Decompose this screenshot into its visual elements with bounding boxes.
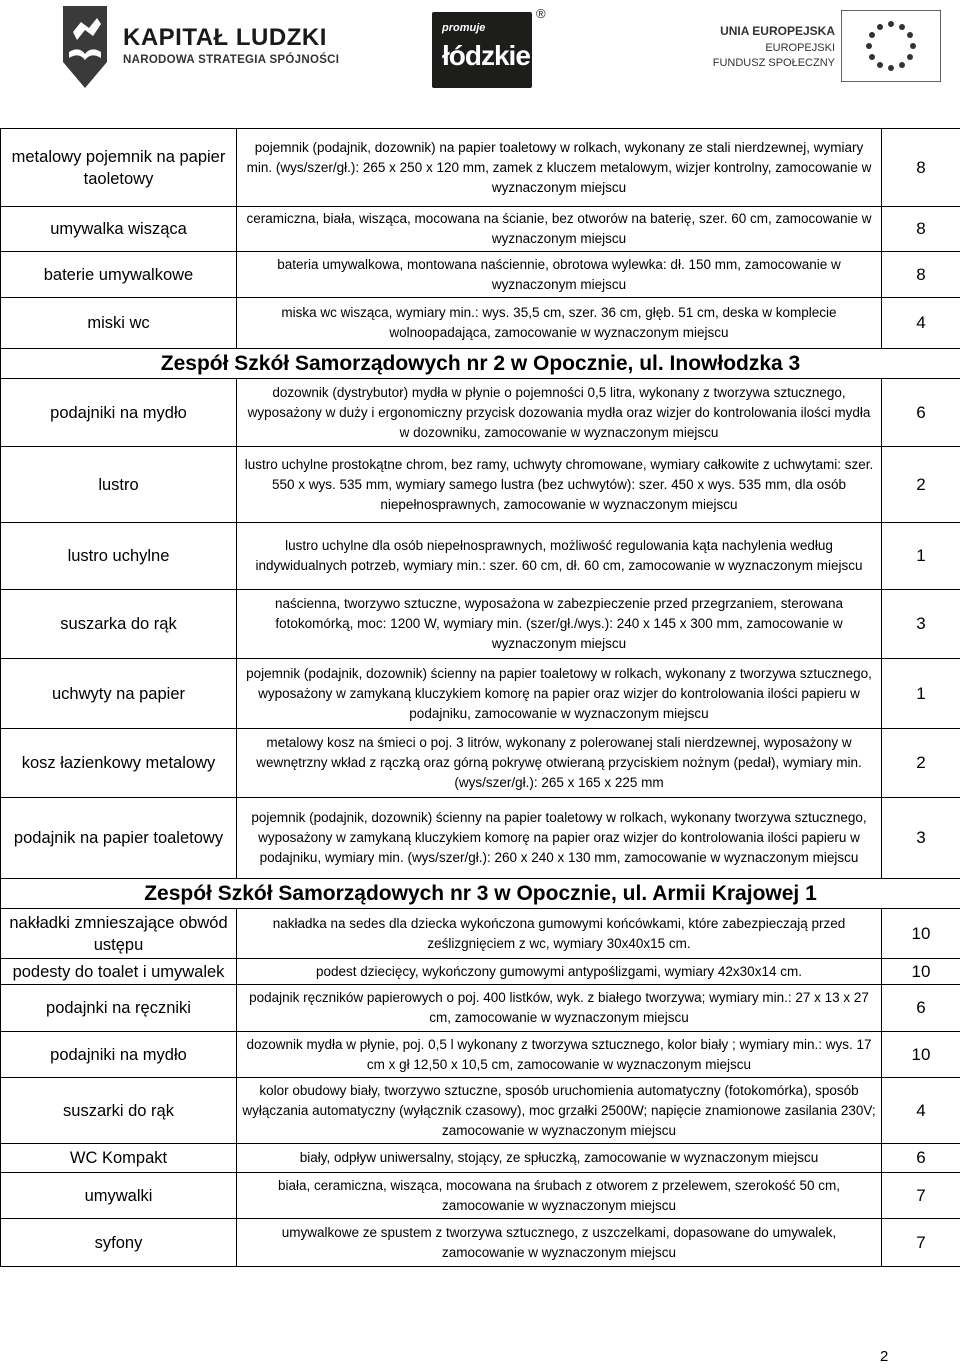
table-row (1, 523, 960, 590)
page-header (0, 0, 960, 100)
table-row (1, 729, 960, 798)
equipment-table-body (1, 129, 960, 1267)
item-name-cell: lustro (1, 447, 237, 523)
table-row (1, 447, 960, 523)
item-name-cell: syfony (1, 1219, 237, 1267)
table-row (1, 909, 960, 959)
item-name-cell: podesty do toalet i umywalek (1, 959, 237, 985)
table-row (1, 298, 960, 349)
item-quantity-cell: 6 (882, 1144, 960, 1173)
item-name-cell: uchwyty na papier (1, 659, 237, 729)
section-header-row (1, 879, 960, 909)
item-description-cell: pojemnik (podajnik, dozownik) na papier toaletowy w rolkach, wykonany ze stali nierdzewnej, wymiary min. (wys/szer/gł.): 265 x 250 x 120 mm, zamek z kluczem metalowym, wizjer kontrolny, zamocowanie w wyznaczonym miejscu (237, 129, 882, 207)
item-quantity-cell: 1 (882, 523, 960, 590)
table-row (1, 659, 960, 729)
item-quantity-cell: 8 (882, 252, 960, 298)
table-row (1, 1032, 960, 1078)
item-quantity-cell: 4 (882, 298, 960, 349)
item-description-cell: kolor obudowy biały, tworzywo sztuczne, sposób uruchomienia automatyczny (fotokomórka), sposób wyłączania automatyczny (wyłącznik czasowy), moc grzałki 2500W; napięcie znamionowe zasilania 230V; zamocowanie w wyznaczonym miejscu (237, 1078, 882, 1144)
item-description-cell: naścienna, tworzywo sztuczne, wyposażona w zabezpieczenie przed przegrzaniem, sterowana fotokomórką, moc: 1200 W, wymiary min. (szer/gł./wys.): 240 x 145 x 300 mm, zamocowanie w wyznaczonym miejscu (237, 590, 882, 659)
item-name-cell: umywalka wisząca (1, 207, 237, 252)
equipment-table-container (0, 128, 960, 1267)
item-description-cell: nakładka na sedes dla dziecka wykończona gumowymi końcówkami, które zabezpieczają przed ześlizgnięciem z wc, wymiary 30x40x15 cm. (237, 909, 882, 959)
item-quantity-cell: 3 (882, 798, 960, 879)
kapital-ludzki-emblem-icon (55, 2, 115, 92)
item-description-cell: podest dziecięcy, wykończony gumowymi antypoślizgami, wymiary 42x30x14 cm. (237, 959, 882, 985)
item-description-cell: dozownik mydła w płynie, poj. 0,5 l wykonany z tworzywa sztucznego, kolor biały ; wymiary min.: wys. 17 cm x gł 12,50 x 10,5 cm, zamocowanie w wyznaczonym miejscu (237, 1032, 882, 1078)
page-number: 2 (880, 1348, 889, 1365)
table-row (1, 590, 960, 659)
item-name-cell: lustro uchylne (1, 523, 237, 590)
item-description-cell: metalowy kosz na śmieci o poj. 3 litrów, wykonany z polerowanej stali nierdzewnej, wyposażony w wewnętrzny wkład z rączką oraz górną pokrywę otwieraną przyciskiem nożnym (pedał), wymiary min. (wys/szer/gł.): 265 x 165 x 225 mm (237, 729, 882, 798)
item-quantity-cell: 7 (882, 1173, 960, 1219)
section-title: Zespół Szkół Samorządowych nr 3 w Opocznie, ul. Armii Krajowej 1 (1, 879, 960, 909)
kapital-ludzki-subtitle: NARODOWA STRATEGIA SPÓJNOŚCI (123, 54, 340, 66)
table-row (1, 207, 960, 252)
item-name-cell: nakładki zmnieszające obwód ustępu (1, 909, 237, 959)
item-description-cell: pojemnik (podajnik, dozownik) ścienny na papier toaletowy w rolkach, wykonany z tworzywa sztucznego, wyposażony w zamykaną kluczykiem komorę na papier oraz wizjer do kontrolowania ilości papieru w podajniku, zamocowanie w wyznaczonym miejscu (237, 659, 882, 729)
item-description-cell: lustro uchylne prostokątne chrom, bez ramy, uchwyty chromowane, wymiary całkowite z uchwytami: szer. 550 x wys. 535 mm, wymiary samego lustra (bez uchwytów): szer. 450 x wys. 535 mm, dla osób niepełnosprawnych, zamocowanie w wyznaczonym miejscu (237, 447, 882, 523)
item-quantity-cell: 4 (882, 1078, 960, 1144)
item-quantity-cell: 7 (882, 1219, 960, 1267)
item-description-cell: lustro uchylne dla osób niepełnosprawnych, możliwość regulowania kąta nachylenia według indywidualnych potrzeb, wymiary min.: szer. 60 cm, dł. 60 cm, zamocowanie w wyznaczonym miejscu (237, 523, 882, 590)
item-quantity-cell: 6 (882, 985, 960, 1032)
item-quantity-cell: 3 (882, 590, 960, 659)
item-description-cell: bateria umywalkowa, montowana naściennie, obrotowa wylewka: dł. 150 mm, zamocowanie w wyznaczonym miejscu (237, 252, 882, 298)
item-name-cell: metalowy pojemnik na papier taoletowy (1, 129, 237, 207)
kapital-ludzki-name: KAPITAŁ LUDZKI (123, 24, 327, 51)
item-quantity-cell: 6 (882, 379, 960, 447)
eu-flag-icon (841, 10, 941, 82)
item-quantity-cell: 10 (882, 1032, 960, 1078)
item-name-cell: suszarka do rąk (1, 590, 237, 659)
item-name-cell: podajnki na ręczniki (1, 985, 237, 1032)
item-description-cell: dozownik (dystrybutor) mydła w płynie o pojemności 0,5 litra, wykonany z tworzywa sztucznego, wyposażony w duży i ergonomiczny przycisk dozowania mydła oraz wizjer do kontrolowania ilości mydła w dozowniku, zamocowanie w wyznaczonym miejscu (237, 379, 882, 447)
item-quantity-cell: 8 (882, 207, 960, 252)
item-description-cell: miska wc wisząca, wymiary min.: wys. 35,5 cm, szer. 36 cm, głęb. 51 cm, deska w komplecie wolnoopadająca, zamocowanie w wyznaczonym miejscu (237, 298, 882, 349)
table-row (1, 1144, 960, 1173)
table-row (1, 985, 960, 1032)
registered-mark: ® (536, 6, 546, 21)
item-description-cell: umywalkowe ze spustem z tworzywa sztucznego, z uszczelkami, dopasowane do umywalek, zamocowanie w wyznaczonym miejscu (237, 1219, 882, 1267)
item-name-cell: podajniki na mydło (1, 1032, 237, 1078)
table-row (1, 379, 960, 447)
item-description-cell: ceramiczna, biała, wisząca, mocowana na ścianie, bez otworów na baterię, szer. 60 cm, zamocowanie w wyznaczonym miejscu (237, 207, 882, 252)
lodzkie-promuje-text: promuje (442, 22, 486, 34)
table-row (1, 129, 960, 207)
item-name-cell: WC Kompakt (1, 1144, 237, 1173)
eu-fund-text-1: EUROPEJSKI (765, 42, 835, 54)
item-quantity-cell: 10 (882, 959, 960, 985)
item-name-cell: suszarki do rąk (1, 1078, 237, 1144)
item-quantity-cell: 2 (882, 447, 960, 523)
equipment-table (0, 128, 960, 1267)
item-name-cell: podajnik na papier toaletowy (1, 798, 237, 879)
eu-logo (705, 10, 945, 90)
eu-union-text: UNIA EUROPEJSKA (720, 24, 835, 38)
table-row (1, 798, 960, 879)
table-row (1, 1078, 960, 1144)
eu-fund-text-2: FUNDUSZ SPOŁECZNY (712, 57, 835, 69)
item-name-cell: miski wc (1, 298, 237, 349)
item-name-cell: podajniki na mydło (1, 379, 237, 447)
item-quantity-cell: 1 (882, 659, 960, 729)
table-row (1, 1219, 960, 1267)
item-name-cell: kosz łazienkowy metalowy (1, 729, 237, 798)
section-title: Zespół Szkół Samorządowych nr 2 w Opocznie, ul. Inowłodzka 3 (1, 349, 960, 379)
item-description-cell: podajnik ręczników papierowych o poj. 400 listków, wyk. z białego tworzywa; wymiary min.: 27 x 13 x 27 cm, zamocowanie w wyznaczonym miejscu (237, 985, 882, 1032)
item-name-cell: baterie umywalkowe (1, 252, 237, 298)
item-name-cell: umywalki (1, 1173, 237, 1219)
item-quantity-cell: 2 (882, 729, 960, 798)
section-header-row (1, 349, 960, 379)
kapital-ludzki-logo (55, 2, 340, 92)
table-row (1, 1173, 960, 1219)
item-description-cell: biała, ceramiczna, wisząca, mocowana na śrubach z otworem z przelewem, szerokość 50 cm, zamocowanie w wyznaczonym miejscu (237, 1173, 882, 1219)
lodzkie-name: łódzkie (442, 40, 530, 71)
item-quantity-cell: 10 (882, 909, 960, 959)
table-row (1, 959, 960, 985)
promuje-lodzkie-logo (432, 4, 552, 88)
item-description-cell: pojemnik (podajnik, dozownik) ścienny na papier toaletowy w rolkach, wykonany tworzywa sztucznego, wyposażony w zamykaną kluczykiem komorę na papier oraz wizjer do kontrolowania ilości papieru w podajniku, wymiary min. (wys/szer/gł.): 260 x 240 x 130 mm, zamocowanie w wyznaczonym miejscu (237, 798, 882, 879)
item-description-cell: biały, odpływ uniwersalny, stojący, ze spłuczką, zamocowanie w wyznaczonym miejscu (237, 1144, 882, 1173)
table-row (1, 252, 960, 298)
item-quantity-cell: 8 (882, 129, 960, 207)
